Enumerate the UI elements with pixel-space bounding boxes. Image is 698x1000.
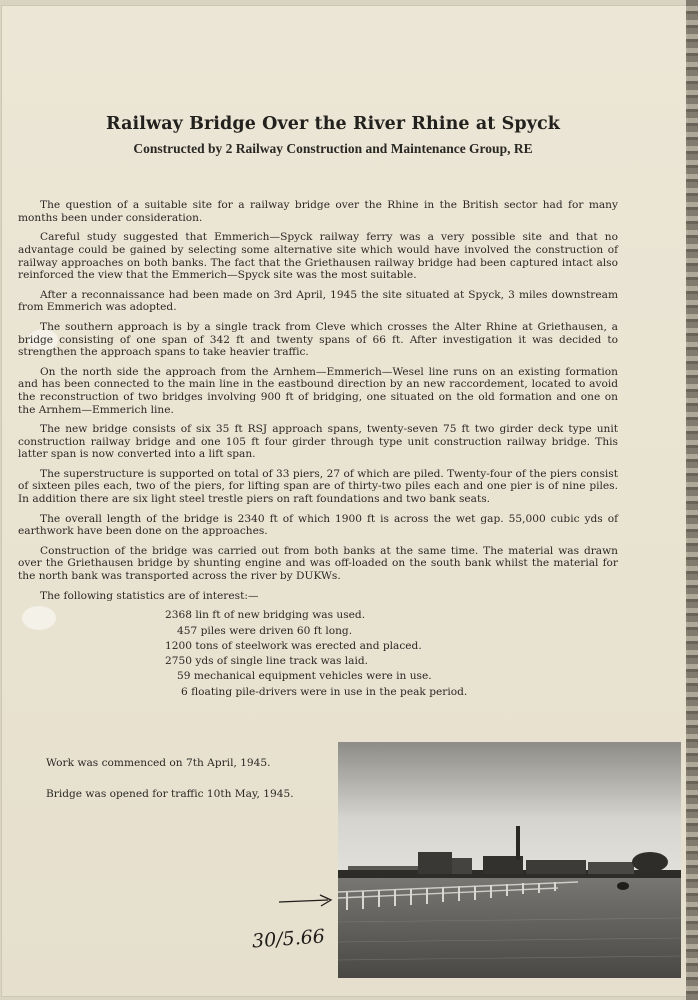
statistic-item: 1200 tons of steelwork was erected and placed.: [165, 639, 422, 652]
album-page-edge: [686, 0, 698, 1000]
paragraph: On the north side the approach from the Arnhem—Emmerich—Wesel line runs on an existing formation and has been connected to the main line in the eastbound direction by an new raccordement, located to avoid the reconstruction of two bridges involving 900 ft of bridging, one situated on the old formation and one on the Arnhem—Emmerich line.: [18, 365, 618, 416]
handwritten-note: 30/5.66: [251, 925, 326, 953]
document-body: [18, 114, 618, 700]
statistic-item: 2750 yds of single line track was laid.: [165, 655, 369, 668]
statistic-item: 2368 lin ft of new bridging was used.: [165, 609, 366, 622]
statistic-item: 59 mechanical equipment vehicles were in use.: [177, 670, 432, 683]
statistics-intro: The following statistics are of interest:—: [40, 589, 259, 602]
paragraph: After a reconnaissance had been made on 3rd April, 1945 the site situated at Spyck, 3 miles downstream from Emmerich was adopted.: [18, 288, 618, 314]
paragraph: Construction of the bridge was carried out from both banks at the same time. The material was drawn over the Griethausen bridge by shunting engine and was off-loaded on the south bank whilst the material for the north bank was transported across the river by DUKWs.: [18, 544, 618, 583]
bridge-photograph: [338, 742, 681, 978]
statistic-item: 457 piles were driven 60 ft long.: [177, 624, 353, 637]
bridge-opened-note: Bridge was opened for traffic 10th May, 1945.: [46, 788, 294, 800]
paragraph: The superstructure is supported on total of 33 piers, 27 of which are piled. Twenty-four of the piers consist of sixteen piles each, two of the piers, for lifting span are of thirty-two piles each and one pier is of nine piles. In addition there are six light steel trestle piers on raft foundations and two bank seats.: [18, 467, 618, 506]
work-commenced-note: Work was commenced on 7th April, 1945.: [46, 757, 271, 769]
paragraph: Careful study suggested that Emmerich—Spyck railway ferry was a very possible site and that no advantage could be gained by selecting some alternative site which would have involved the construction of railway approaches on both banks. The fact that the Griethausen railway bridge had been captured intact also reinforced the view that the Emmerich—Spyck site was the most suitable.: [18, 231, 618, 282]
paragraph: The southern approach is by a single track from Cleve which crosses the Alter Rhine at Griethausen, a bridge consisting of one span of 342 ft and twenty spans of 66 ft. After investigation it was decided to strengthen the approach spans to take heavier traffic.: [18, 320, 618, 359]
statistic-item: 6 floating pile-drivers were in use in the peak period.: [181, 685, 468, 698]
statistics-list: [165, 608, 618, 700]
photograph-image: [338, 742, 681, 978]
arrow-right-icon: [278, 893, 334, 912]
page-subtitle: Constructed by 2 Railway Construction and Maintenance Group, RE: [133, 140, 533, 156]
paragraph: The new bridge consists of six 35 ft RSJ approach spans, twenty-seven 75 ft two girder deck type unit construction railway bridge and one 105 ft four girder through type unit construction railway bridge. This latter span is now converted into a lift span.: [18, 423, 618, 461]
closing-notes: [46, 757, 294, 819]
page-title: Railway Bridge Over the River Rhine at Spyck: [106, 114, 560, 134]
paragraph: The question of a suitable site for a railway bridge over the Rhine in the British sector had for many months been under consideration.: [18, 199, 618, 224]
paragraph: The overall length of the bridge is 2340 ft of which 1900 ft is across the wet gap. 55,000 cubic yds of earthwork have been done on the approaches.: [18, 512, 618, 538]
